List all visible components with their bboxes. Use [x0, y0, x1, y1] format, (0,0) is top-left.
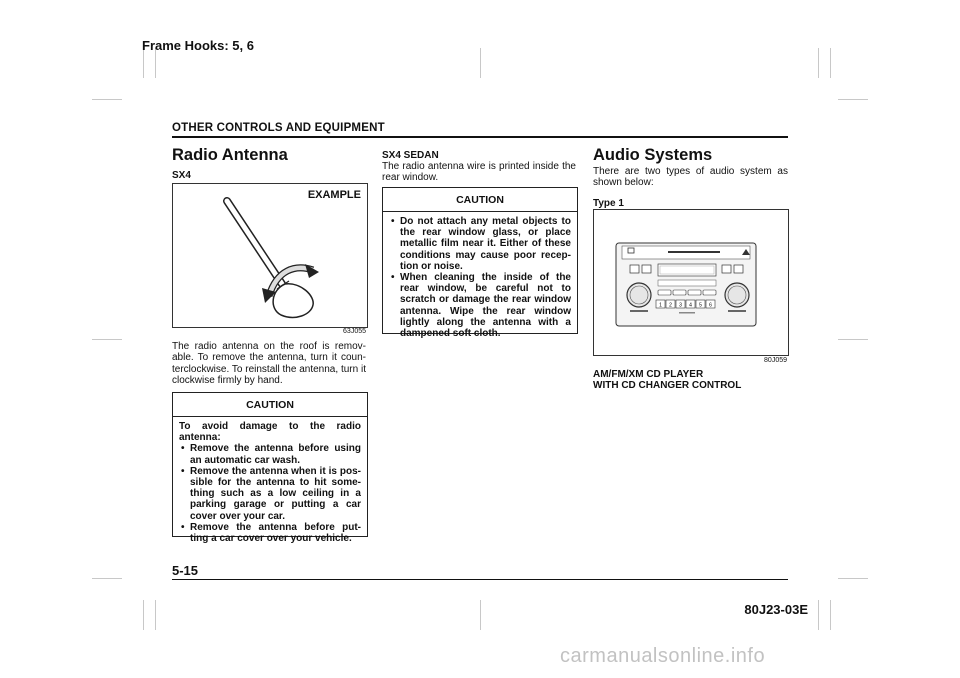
- crop-mark: [92, 339, 122, 340]
- example-label: EXAMPLE: [307, 189, 361, 201]
- crop-mark: [480, 600, 481, 630]
- crop-mark: [155, 600, 156, 630]
- antenna-illustration: [173, 184, 367, 327]
- caution-box-sedan: [382, 187, 578, 340]
- frame-hooks-label: Frame Hooks: 5, 6: [142, 38, 254, 53]
- crop-mark: [143, 600, 144, 630]
- antenna-body-text: The radio antenna on the roof is remov-able. To remove the antenna, turn it coun-terclockwise. To reinstall the antenna, turn it clockwise firmly by hand.: [172, 341, 366, 387]
- caution-item: • Remove the antenna when it is pos-sible for the antenna to hit some-thing such as a low ceiling in a parking garage or putting a car cover over your car.: [179, 466, 361, 522]
- radio-antenna-heading: Radio Antenna: [172, 146, 288, 164]
- caution-title: CAUTION: [383, 188, 577, 212]
- preset-3-label: 3: [679, 302, 682, 309]
- sx4-sedan-subheading: SX4 SEDAN: [382, 150, 439, 161]
- preset-6-label: 6: [709, 302, 712, 309]
- sedan-body-text: The radio antenna wire is printed inside the rear window.: [382, 161, 576, 184]
- caution-item: • When cleaning the inside of the rear window, be careful not to scratch or damage the rear window antenna. Wipe the rear window lightly along the antenna with a dampened soft cloth.: [389, 272, 571, 339]
- caution-item: • Do not attach any metal objects to the rear window glass, or place metallic film near it. Either of these conditions may cause poor recep-tion or noise.: [389, 216, 571, 272]
- crop-mark: [838, 578, 868, 579]
- radio-illustration: [594, 210, 788, 355]
- crop-mark: [830, 600, 831, 630]
- preset-5-label: 5: [699, 302, 702, 309]
- preset-1-label: 1: [659, 302, 662, 309]
- preset-2-label: 2: [669, 302, 672, 309]
- audio-caption-line2: WITH CD CHANGER CONTROL: [593, 380, 742, 391]
- audio-caption-line1: AM/FM/XM CD PLAYER: [593, 369, 704, 380]
- audio-figure: [593, 209, 789, 356]
- antenna-figure: [172, 183, 368, 328]
- caution-box-antenna: [172, 392, 368, 545]
- header-rule: [172, 136, 788, 138]
- type-1-label: Type 1: [593, 198, 624, 209]
- crop-mark: [818, 48, 819, 78]
- caution-title: CAUTION: [173, 393, 367, 417]
- page-number: 5-15: [172, 563, 199, 578]
- preset-4-label: 4: [689, 302, 692, 309]
- caution-item: • Remove the antenna before using an automatic car wash.: [179, 443, 361, 465]
- document-code: 80J23-03E: [744, 602, 808, 617]
- crop-mark: [480, 48, 481, 78]
- crop-mark: [92, 578, 122, 579]
- crop-mark: [92, 99, 122, 100]
- caution-intro: To avoid damage to the radio antenna:: [179, 421, 361, 444]
- crop-mark: [838, 339, 868, 340]
- audio-systems-heading: Audio Systems: [593, 146, 713, 164]
- caution-item: • Remove the antenna before put-ting a car cover over your vehicle.: [179, 522, 361, 544]
- sx4-subheading: SX4: [172, 170, 191, 181]
- antenna-figure-code: 63J055: [343, 328, 366, 335]
- crop-mark: [830, 48, 831, 78]
- crop-mark: [818, 600, 819, 630]
- audio-body-text: There are two types of audio system as shown below:: [593, 166, 788, 189]
- crop-mark: [838, 99, 868, 100]
- watermark: carmanualsonline.info: [560, 645, 766, 667]
- section-title: OTHER CONTROLS AND EQUIPMENT: [172, 122, 385, 134]
- footer-rule: [172, 579, 788, 580]
- audio-figure-code: 80J059: [764, 357, 787, 364]
